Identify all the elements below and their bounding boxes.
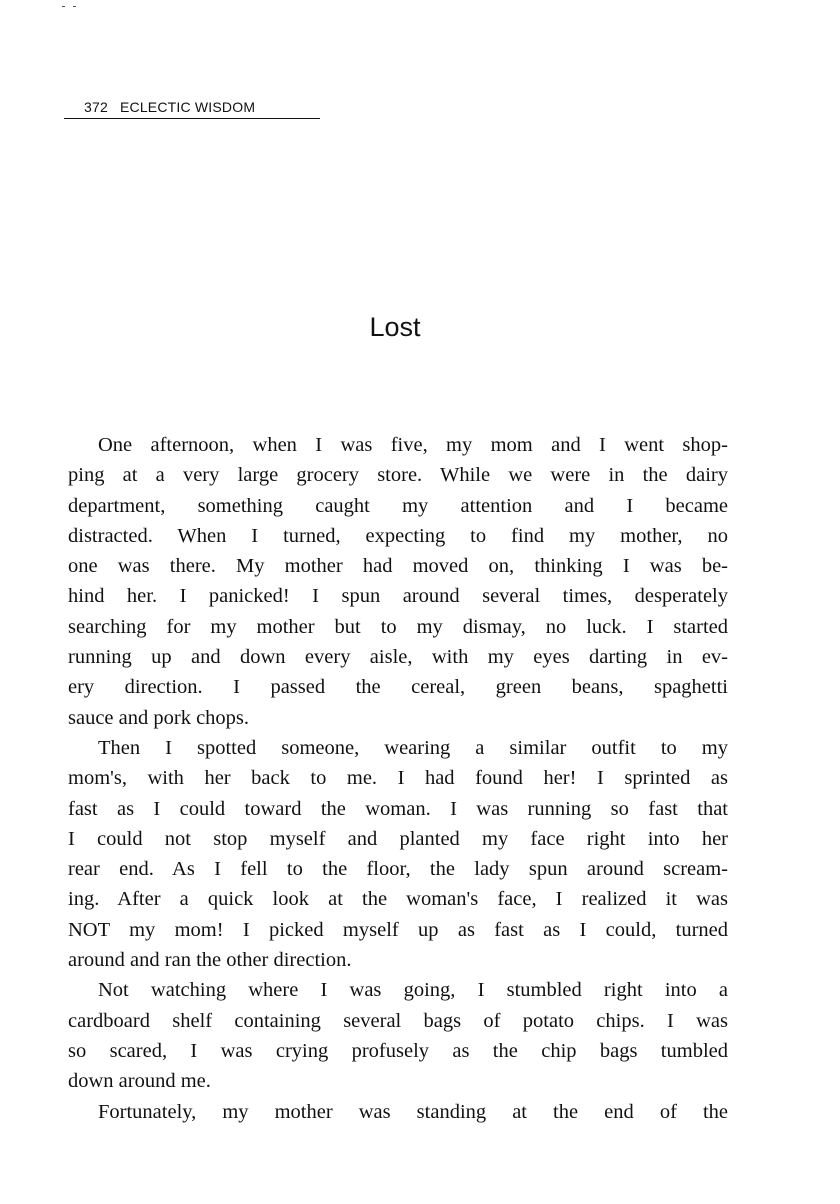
text-line: ping at a very large grocery store. While we were in the dairy xyxy=(68,464,728,487)
text-line: Then I spotted someone, wearing a similar outfit to my xyxy=(98,736,728,759)
page-number: 372 xyxy=(84,99,108,115)
text-line: fast as I could toward the woman. I was running so fast that xyxy=(68,797,728,820)
text-line: Not watching where I was going, I stumbled right into a xyxy=(98,979,728,1002)
story-title: Lost xyxy=(369,312,421,342)
text-line: distracted. When I turned, expecting to find my mother, no xyxy=(68,524,728,547)
story-body xyxy=(68,430,728,1127)
text-line: cardboard shelf containing several bags of potato chips. I was xyxy=(68,1009,728,1032)
text-line: running up and down every aisle, with my eyes darting in ev- xyxy=(68,646,728,669)
text-line: department, something caught my attention and I became xyxy=(68,494,728,517)
text-line: NOT my mom! I picked myself up as fast as I could, turned xyxy=(68,918,728,941)
text-line: One afternoon, when I was five, my mom and I went shop- xyxy=(98,434,728,456)
text-line: one was there. My mother had moved on, thinking I was be- xyxy=(68,555,728,578)
scan-speck xyxy=(62,6,86,8)
text-line: ing. After a quick look at the woman's face, I realized it was xyxy=(68,888,728,911)
text-line: I could not stop myself and planted my face right into her xyxy=(68,827,728,850)
text-line: around and ran the other direction. xyxy=(68,949,352,972)
text-line: down around me. xyxy=(68,1070,211,1093)
text-line: so scared, I was crying profusely as the chip bags tumbled xyxy=(68,1039,728,1062)
text-line: Fortunately, my mother was standing at the end of the xyxy=(98,1100,728,1123)
text-line: searching for my mother but to my dismay, no luck. I started xyxy=(68,615,728,638)
text-line: sauce and pork chops. xyxy=(68,706,250,729)
text-line: mom's, with her back to me. I had found her! I sprinted as xyxy=(68,767,728,790)
running-header xyxy=(64,96,320,119)
text-line: hind her. I panicked! I spun around several times, desperately xyxy=(68,585,728,608)
running-title: ECLECTIC WISDOM xyxy=(119,99,256,115)
text-line: ery direction. I passed the cereal, green beans, spaghetti xyxy=(68,676,728,699)
text-line: rear end. As I fell to the floor, the lady spun around scream- xyxy=(68,858,728,881)
